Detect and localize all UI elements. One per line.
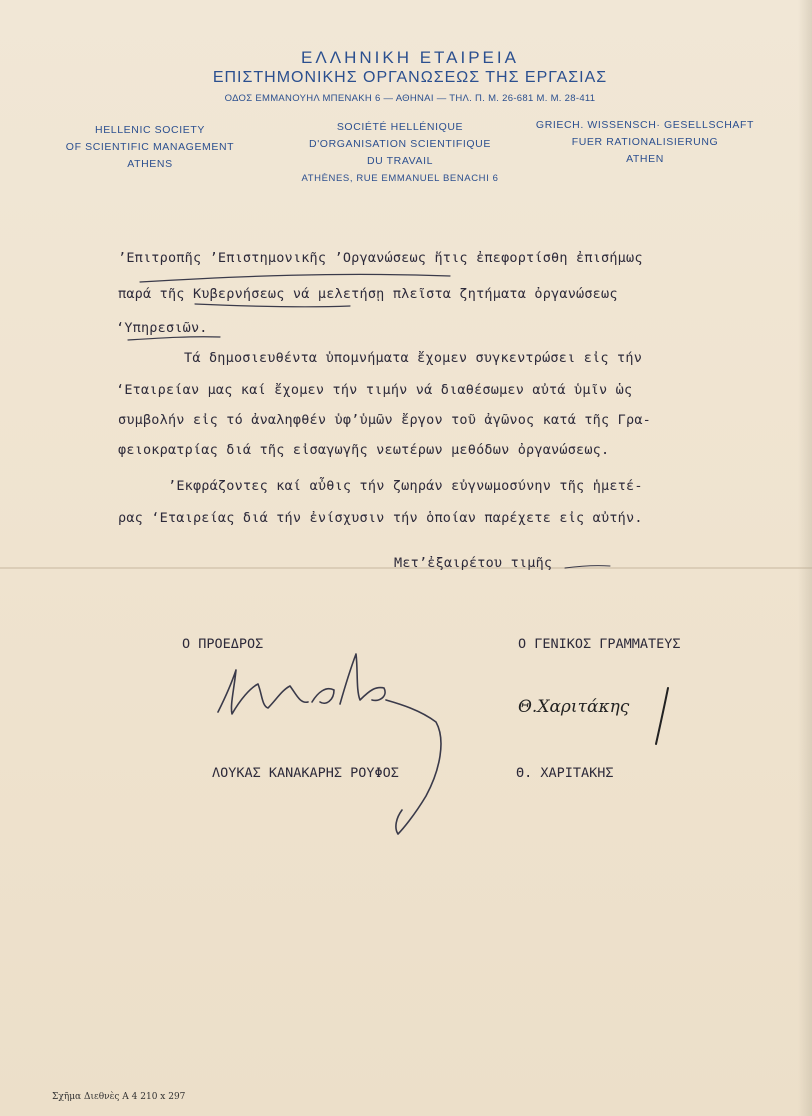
- body-line: Τά δημοσιευθέντα ὑπομνήματα ἔχομεν συγκεντρώσει εἰς τήν: [184, 350, 643, 366]
- letterhead-german-line: ATHEN: [626, 153, 664, 165]
- body-line: ‘Υπηρεσιῶν.: [116, 320, 208, 336]
- signature-secretary: [518, 688, 668, 744]
- body-line: φειοκρατρίας διά τῆς εἰσαγωγῆς νεωτέρων μεθόδων ὀργανώσεως.: [118, 442, 610, 458]
- handwritten-underlines: [128, 274, 610, 568]
- letterhead-greek-title: ΕΛΛΗΝΙΚΗ ΕΤΑΙΡΕΙΑ: [301, 48, 519, 67]
- letterhead-french-line: D'ORGANISATION SCIENTIFIQUE: [309, 138, 491, 150]
- signature-president: [218, 654, 441, 834]
- body-line: παρά τῆς Κυβερνήσεως νά μελετήσῃ πλεῖστα ζητήματα ὀργανώσεως: [118, 286, 618, 302]
- letterhead-english-line: ATHENS: [127, 158, 173, 170]
- letterhead-french-address: ATHÈNES, RUE EMMANUEL BENACHI 6: [301, 173, 499, 184]
- letterhead-german-line: FUER RATIONALISIERUNG: [571, 136, 719, 148]
- body-line: ‘Εταιρείαν μας καί ἔχομεν τήν τιμήν νά διαθέσωμεν αὐτά ὑμῖν ὡς: [116, 382, 633, 398]
- letterhead-french-line: SOCIÉTÉ HELLÉNIQUE: [336, 121, 464, 133]
- letterhead-english-line: HELLENIC SOCIETY: [95, 124, 205, 136]
- secretary-title: Ο ΓΕΝΙΚΟΣ ΓΡΑΜΜΑΤΕΥΣ: [518, 636, 681, 652]
- secretary-name: Θ. ΧΑΡΙΤΑΚΗΣ: [516, 765, 614, 781]
- president-title: Ο ΠΡΟΕΔΡΟΣ: [182, 636, 264, 652]
- body-line: ρας ‘Εταιρείας διά τήν ἐνίσχυσιν τήν ὁποίαν παρέχετε εἰς αὐτήν.: [118, 510, 643, 526]
- body-line: συμβολήν εἰς τό ἀναληφθέν ὑφ’ὑμῶν ἔργον τοῦ ἀγῶνος κατά τῆς Γρα-: [118, 412, 651, 428]
- body-line: ’Επιτροπῆς ’Επιστημονικῆς ’Οργανώσεως ἥτις ἐπεφορτίσθη ἐπισήμως: [118, 250, 643, 266]
- body-line: ’Εκφράζοντες καί αὖθις τήν ζωηράν εὐγνωμοσύνην τῆς ἡμετέ-: [168, 478, 643, 494]
- letterhead-greek-address: ΟΔΟΣ ΕΜΜΑΝΟΥΗΛ ΜΠΕΝΑΚΗ 6 — ΑΘΗΝΑΙ — ΤΗΛ. Π. Μ. 26-681 Μ. Μ. 28-411: [224, 93, 596, 104]
- closing-line: Μετ’ἐξαιρέτου τιμῆς: [394, 555, 553, 571]
- letterhead-english-line: OF SCIENTIFIC MANAGEMENT: [65, 141, 235, 153]
- president-name: ΛΟΥΚΑΣ ΚΑΝΑΚΑΡΗΣ ΡΟΥΦΟΣ: [212, 765, 399, 781]
- secretary-signature-text: Θ.Χαριτάκης: [518, 697, 630, 717]
- letterhead-greek-subtitle: ΕΠΙΣΤΗΜΟΝΙΚΗΣ ΟΡΓΑΝΩΣΕΩΣ ΤΗΣ ΕΡΓΑΣΙΑΣ: [212, 69, 608, 86]
- letterhead-german-line: GRIECH. WISSENSCH· GESELLSCHAFT: [535, 119, 755, 131]
- paper-format-note: Σχῆμα Διεθνὲς Α 4 210 x 297: [52, 1092, 186, 1102]
- letterhead-french-line: DU TRAVAIL: [366, 155, 434, 167]
